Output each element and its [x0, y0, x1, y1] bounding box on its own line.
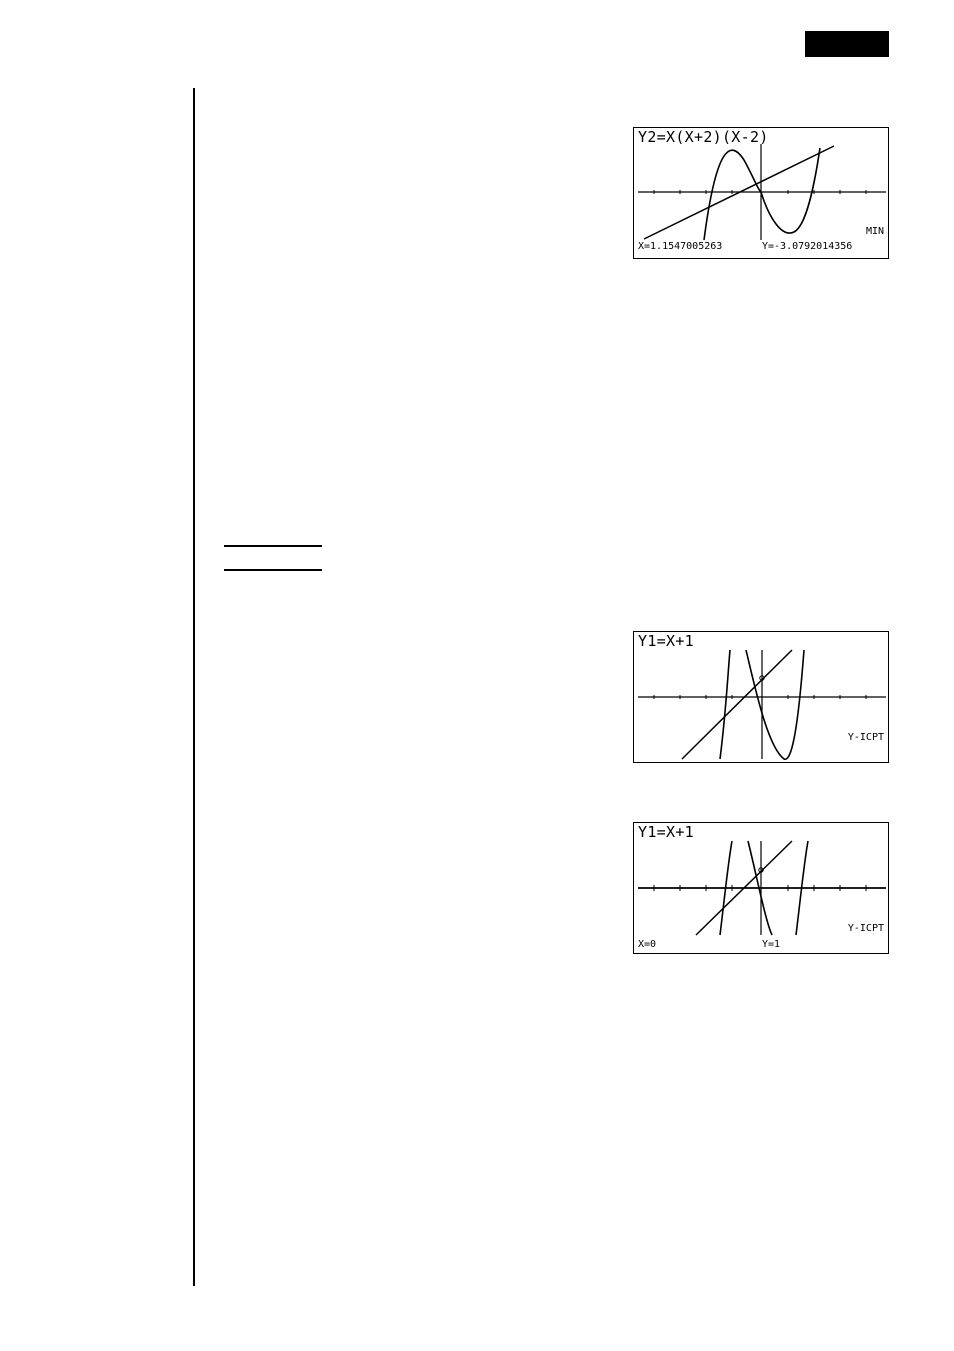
graph-plot-2 — [634, 632, 890, 764]
graph-plot-3 — [634, 823, 890, 955]
margin-line — [193, 88, 195, 1286]
calculator-screen-3 — [633, 822, 889, 954]
screen-3-x-readout: X=0 — [638, 939, 657, 950]
screen-3-title: Y1=X+1 — [638, 823, 694, 841]
underline-rule-2 — [224, 569, 322, 571]
screen-1-x-readout: X=1.1547005263 — [638, 241, 723, 252]
screen-1-mode: MIN — [865, 226, 884, 237]
calculator-screen-1 — [633, 127, 889, 259]
calculator-screen-2 — [633, 631, 889, 763]
screen-1-title: Y2=X(X+2)(X-2) — [638, 128, 769, 146]
underline-rule-1 — [224, 545, 322, 547]
screen-1-y-readout: Y=-3.0792014356 — [762, 241, 853, 252]
screen-3-mode: Y-ICPT — [847, 923, 884, 934]
screen-3-y-readout: Y=1 — [762, 939, 781, 950]
chapter-tab — [805, 31, 889, 57]
screen-2-mode: Y-ICPT — [847, 732, 884, 743]
screen-2-title: Y1=X+1 — [638, 632, 694, 650]
